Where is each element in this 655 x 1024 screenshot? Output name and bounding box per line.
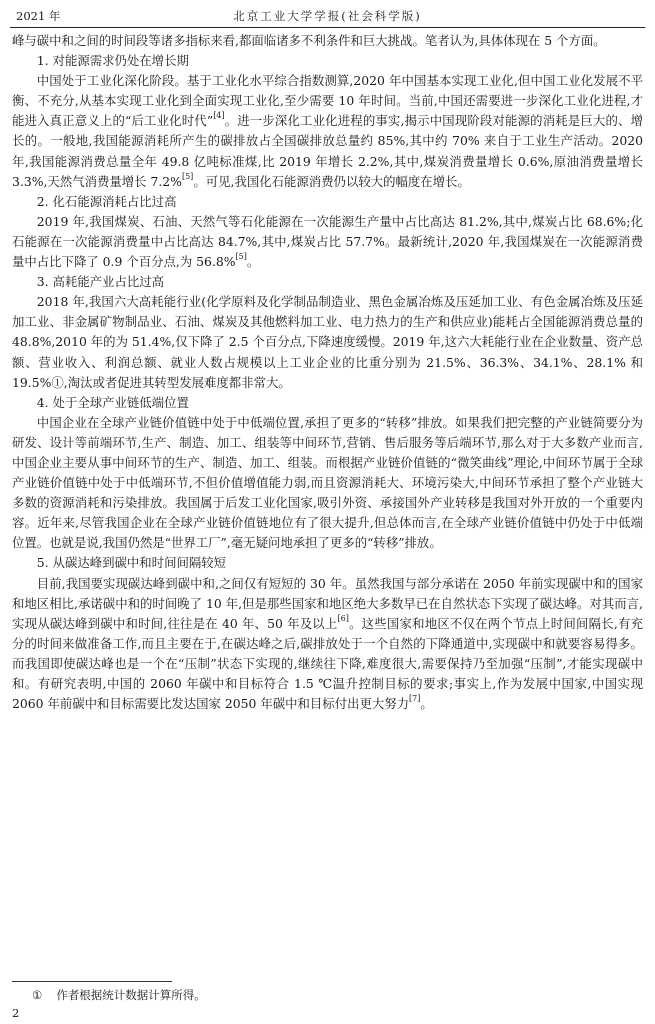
paragraph: 2018 年,我国六大高耗能行业(化学原料及化学制品制造业、黑色金属冶炼及压延加工业、有色金属冶炼及压延加工业、非金属矿物制品业、石油、煤炭及其他燃料加工业、电力热力的生产和供应业)能耗占全国能源消费总量的 48.8%,2010 年的为 51.4%,仅下降了 2.5 个百分点,下降速度缓慢。2019 年,这六大耗能行业在企业数量、资产总额、营业收入、利润总额、就业人数占规模以上工业企业的比重分别为 21.5%、36.3%、34.1%、28.1% 和 19.5%①,淘汰或者促进其转型发展难度都非常大。 xyxy=(12,294,643,390)
citation-ref: [5] xyxy=(181,171,194,181)
citation-ref: [4] xyxy=(213,111,225,121)
page-number: 2 xyxy=(12,1006,20,1020)
section-heading-2: 2. 化石能源消耗占比过高 xyxy=(36,193,177,209)
header-year: 2021 年 xyxy=(16,9,61,23)
citation-ref: [5] xyxy=(235,252,247,262)
article-body xyxy=(12,31,643,714)
header-journal-title: 北京工业大学学报(社会科学版) xyxy=(233,9,422,23)
paragraph: 2019 年,我国煤炭、石油、天然气等石化能源在一次能源生产量中占比高达 81.2%,其中,煤炭占比 68.6%;化石能源在一次能源消费量中占比高达 84.7%,其中,煤炭占比 57.7%。最新统计,2020 年,我国煤炭在一次能源消费量中占比下降了 0.9 个百分点,为 56.8%[5]。 xyxy=(12,213,643,270)
paragraph: 目前,我国要实现碳达峰到碳中和,之间仅有短短的 30 年。虽然我国与部分承诺在 2050 年前实现碳中和的国家和地区相比,承诺碳中和的时间晚了 10 年,但是那些国家和地区绝大多数早已在自然状态下实现了碳达峰。对其而言,实现从碳达峰到碳中和时间,往往是在 40 年、50 年及以上[6]。这些国家和地区不仅在两个节点上时间间隔长,有充分的时间来做准备工作,而且主要在于,在碳达峰之后,碳排放处于一个自然的下降通道中,实现碳中和就要容易得多。而我国即使碳达峰也是一个在“压制”状态下实现的,继续往下降,难度很大,需要保持乃至加强“压制”,才能实现碳中和。有研究表明,中国的 2060 年碳中和目标符合 1.5 ℃温升控制目标的要求;事实上,作为发展中国家,中国实现 2060 年前碳中和目标需要比发达国家 2050 年碳中和目标付出更大努力[7]。 xyxy=(12,575,643,712)
section-heading-4: 4. 处于全球产业链低端位置 xyxy=(36,394,189,410)
citation-ref: [6] xyxy=(337,613,349,623)
footnote-mark: ① xyxy=(32,988,43,1002)
section-heading-1: 1. 对能源需求仍处在增长期 xyxy=(36,53,189,69)
paragraph: 中国企业在全球产业链价值链中处于中低端位置,承担了更多的“转移”排放。如果我们把完整的产业链简要分为研发、设计等前端环节,生产、制造、加工、组装等中间环节,营销、售后服务等后端环节,那么对于大多数产业而言,中国企业主要从事中间环节的生产、制造、加工、组装。而根据产业链价值链的“微笑曲线”理论,中间环节属于全球产业链价值链中处于中低端环节,不但价值增值能力弱,而且资源消耗大、环境污染大,中间环节承担了整个产业链大多数的资源消耗和污染排放。我国属于后发工业化国家,吸引外资、承接国外产业转移是我国对外开放的一个重要内容。近年来,尽管我国企业在全球产业链价值链地位有了很大提升,但总体而言,在全球产业链价值链中仍处于中低端位置。也就是说,我国仍然是“世界工厂”,毫无疑问地承担了更多的“转移”排放。 xyxy=(12,414,643,551)
footnote-text: 作者根据统计数据计算所得。 xyxy=(56,988,206,1002)
running-header xyxy=(10,6,645,26)
paragraph-continued: 峰与碳中和之间的时间段等诸多指标来看,都面临诸多不利条件和巨大挑战。笔者认为,具体体现在 5 个方面。 xyxy=(12,33,606,48)
citation-ref: [7] xyxy=(409,694,421,704)
section-heading-3: 3. 高耗能产业占比过高 xyxy=(36,274,165,290)
footnote-rule xyxy=(12,981,172,982)
paragraph: 中国处于工业化深化阶段。基于工业化水平综合指数测算,2020 年中国基本实现工业化,但中国工业化发展不平衡、不充分,从基本实现工业化到全面实现工业化,至少需要 10 年时间。当前,中国还需要进一步深化工业化进程,才能进入真正意义上的“后工业化时代”[4]。进一步深化工业化进程的事实,揭示中国现阶段对能源的消耗是巨大的、增长的。一般地,我国能源消耗所产生的碳排放占全国碳排放总量约 85%,其中约 70% 来自于工业生产活动。2020 年,我国能源消费总量全年 49.8 亿吨标准煤,比 2019 年增长 2.2%,其中,煤炭消费量增长 0.6%,原油消费量增长 3.3%,天然气消费量增长 7.2%[5]。可见,我国化石能源消费仍以较大的幅度在增长。 xyxy=(12,73,643,189)
footnote xyxy=(32,988,206,1002)
header-rule xyxy=(10,27,645,28)
section-heading-5: 5. 从碳达峰到碳中和时间间隔较短 xyxy=(36,555,227,571)
